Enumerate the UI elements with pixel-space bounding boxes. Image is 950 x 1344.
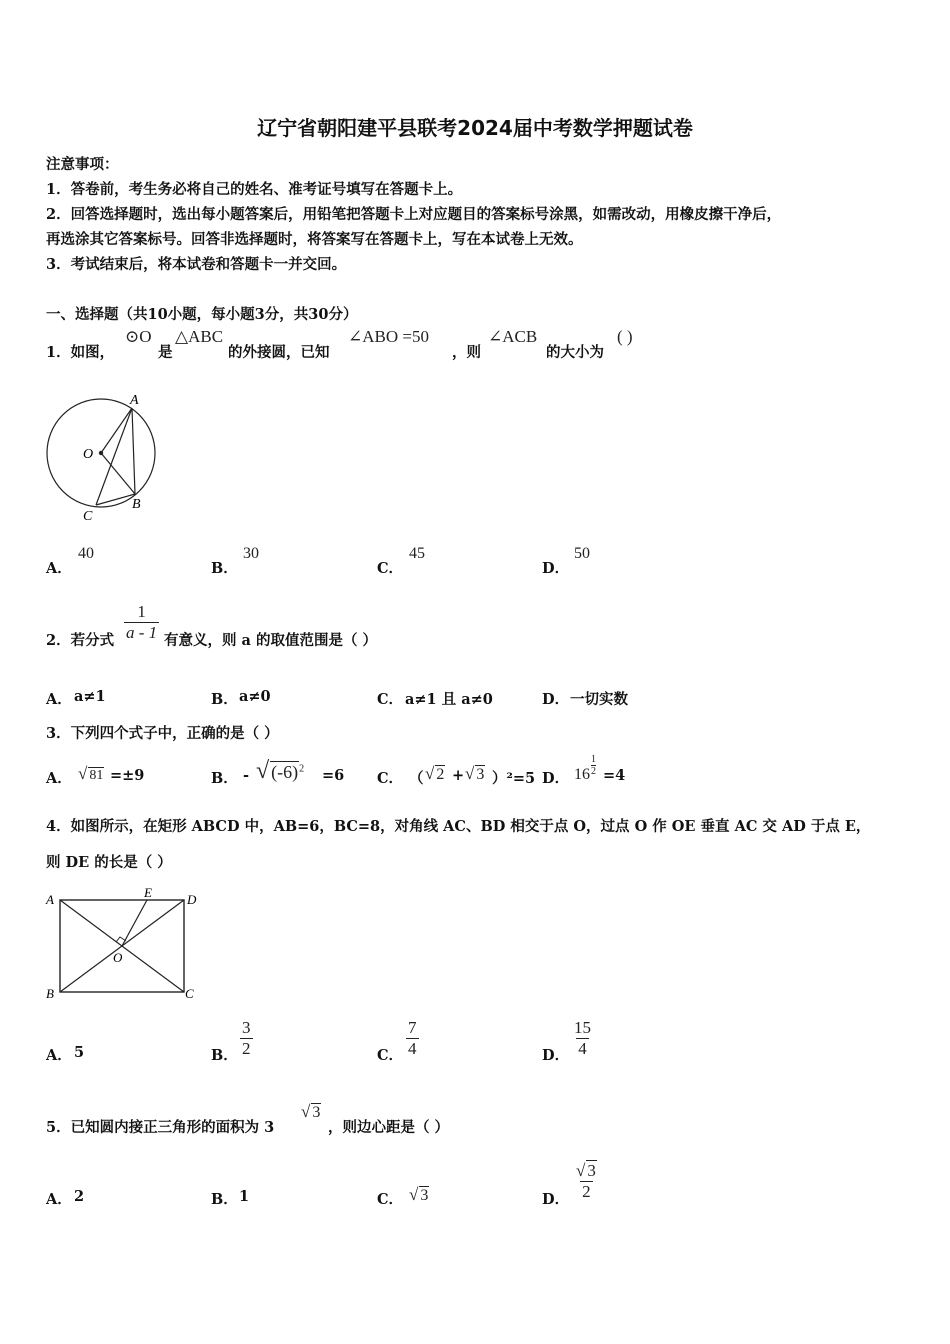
q5-option-d-label[interactable]: D． bbox=[542, 1191, 570, 1208]
q1-option-d-value: 50 bbox=[574, 545, 590, 562]
q3-d-exponent-denominator: 2 bbox=[591, 766, 596, 777]
q4-option-d-fraction bbox=[572, 1018, 593, 1059]
q1-option-a-label[interactable]: A． bbox=[46, 560, 72, 577]
q5-d-denominator: 2 bbox=[582, 1182, 591, 1201]
q1-option-b-value: 30 bbox=[243, 545, 259, 562]
q4-option-d-label[interactable]: D． bbox=[542, 1047, 570, 1064]
q2-option-c-label[interactable]: C． bbox=[377, 691, 404, 708]
q3-c-open: （ bbox=[409, 770, 424, 787]
notice-item-2b: 再选涂其它答案标号。回答非选择题时，将答案写在答题卡上，写在本试卷上无效。 bbox=[46, 231, 583, 248]
q5-option-c-sqrt: √ 3 bbox=[409, 1185, 429, 1204]
q2-fraction bbox=[124, 602, 159, 643]
q2-option-a-value: a≠1 bbox=[74, 688, 106, 705]
page-title: 辽宁省朝阳建平县联考2024届中考数学押题试卷 bbox=[257, 116, 693, 140]
q5-d-numerator: √ 3 bbox=[576, 1161, 596, 1180]
q1-option-a-value: 40 bbox=[78, 545, 94, 562]
q3-a-rest: =±9 bbox=[110, 767, 145, 784]
q1-option-d-label[interactable]: D． bbox=[542, 560, 570, 577]
q2-option-b-label[interactable]: B． bbox=[211, 691, 238, 708]
q1-angle-abo: ∠ABO =50 bbox=[348, 327, 429, 346]
q4-b-numerator: 3 bbox=[242, 1018, 251, 1037]
q1-paren: ( ) bbox=[617, 327, 633, 346]
q2-option-d-label[interactable]: D． bbox=[542, 691, 570, 708]
notice-item-2a: 2．回答选择题时，选出每小题答案后，用铅笔把答题卡上对应题目的答案标号涂黑，如需改动，用橡皮擦干净后， bbox=[46, 206, 782, 223]
q5-radicand: 3 bbox=[312, 1104, 321, 1121]
q3-c-plus: + bbox=[452, 767, 465, 784]
notice-heading: 注意事项： bbox=[46, 156, 119, 173]
q5-c-radicand: 3 bbox=[420, 1187, 429, 1204]
q5-option-a-label[interactable]: A． bbox=[46, 1191, 72, 1208]
q1-mid-text: 的外接圆，已知 bbox=[228, 344, 330, 361]
q1-circle-symbol: ⊙O bbox=[125, 327, 152, 346]
q3-d-exponent-numerator: 1 bbox=[591, 754, 596, 765]
q5-sqrt: √ 3 bbox=[301, 1102, 321, 1121]
q3-b-rest: =6 bbox=[322, 767, 345, 784]
q3-option-a-label[interactable]: A． bbox=[46, 770, 72, 787]
q4-fig-label-b: B bbox=[46, 986, 54, 1001]
q5-prefix: 5．已知圆内接正三角形的面积为 3 bbox=[46, 1119, 275, 1136]
q4-fig-label-a: A bbox=[46, 892, 54, 907]
q4-fig-label-c: C bbox=[185, 986, 194, 1001]
q2-option-a-label[interactable]: A． bbox=[46, 691, 72, 708]
q3-c-radicand-1: 2 bbox=[436, 766, 445, 783]
q4-c-numerator: 7 bbox=[408, 1018, 417, 1037]
notice-item-3: 3．考试结束后，将本试卷和答题卡一并交回。 bbox=[46, 256, 347, 273]
q5-option-a-value: 2 bbox=[74, 1188, 85, 1205]
q3-a-radicand: 81 bbox=[89, 768, 104, 783]
q3-b-minus: - bbox=[243, 767, 250, 784]
q3-b-radicand: (-6) bbox=[271, 762, 299, 782]
q1-fig-label-c: C bbox=[83, 509, 93, 524]
q5-d-radicand: 3 bbox=[587, 1161, 596, 1180]
q3-b-exponent: 2 bbox=[299, 763, 305, 775]
q4-fig-label-d: D bbox=[187, 892, 197, 907]
section-heading: 一、选择题（共10小题，每小题3分，共30分） bbox=[46, 306, 358, 323]
q1-suffix: 的大小为 bbox=[546, 344, 604, 361]
q3-c-radicand-2: 3 bbox=[476, 766, 485, 783]
q4-option-a-value: 5 bbox=[74, 1044, 85, 1061]
q3-option-d-label[interactable]: D． bbox=[542, 770, 570, 787]
q4-d-numerator: 15 bbox=[574, 1018, 591, 1037]
q5-option-d-fraction bbox=[574, 1160, 599, 1202]
q4-option-a-label[interactable]: A． bbox=[46, 1047, 72, 1064]
q1-then: ，则 bbox=[452, 344, 481, 361]
q3-option-c-label[interactable]: C． bbox=[377, 770, 404, 787]
q1-is: 是 bbox=[158, 344, 173, 361]
q2-fraction-numerator: 1 bbox=[137, 602, 146, 621]
q5-option-c-label[interactable]: C． bbox=[377, 1191, 404, 1208]
q3-d-base: 16 bbox=[574, 766, 590, 783]
q4-rectangle-figure bbox=[42, 882, 207, 1004]
q5-option-b-label[interactable]: B． bbox=[211, 1191, 238, 1208]
q3-option-b-expr: √ $(-6)^2$ bbox=[256, 758, 305, 784]
q2-option-d-value: 一切实数 bbox=[570, 691, 628, 708]
q5-suffix: ，则边心距是（ ） bbox=[328, 1119, 450, 1136]
q4-c-denominator: 4 bbox=[408, 1039, 417, 1058]
q4-option-c-label[interactable]: C． bbox=[377, 1047, 404, 1064]
q3-stem: 3．下列四个式子中，正确的是（ ） bbox=[46, 725, 279, 742]
q4-d-denominator: 4 bbox=[578, 1039, 587, 1058]
q4-b-denominator: 2 bbox=[242, 1039, 251, 1058]
q1-option-c-label[interactable]: C． bbox=[377, 560, 404, 577]
q1-angle-acb: ∠ACB bbox=[488, 327, 538, 346]
q2-prefix: 2．若分式 bbox=[46, 632, 115, 649]
q1-option-c-value: 45 bbox=[409, 545, 425, 562]
q4-option-b-label[interactable]: B． bbox=[211, 1047, 238, 1064]
q4-option-b-fraction bbox=[240, 1018, 253, 1059]
q1-triangle: △ABC bbox=[175, 327, 224, 346]
q2-suffix: 有意义，则 a 的取值范围是（ ） bbox=[164, 632, 378, 649]
q3-d-rest: =4 bbox=[603, 767, 626, 784]
q4-fig-label-o: O bbox=[113, 950, 123, 965]
q1-option-b-label[interactable]: B． bbox=[211, 560, 238, 577]
q3-d-exponent bbox=[591, 754, 596, 777]
q4-stem-line-2: 则 DE 的长是（ ） bbox=[46, 854, 172, 871]
q3-c-rest: ）²=5 bbox=[492, 770, 536, 787]
q1-circle-figure bbox=[40, 388, 170, 524]
q1-fig-label-a: A bbox=[130, 393, 139, 408]
q3-c-sqrt2: √ 2 bbox=[425, 764, 445, 783]
q3-c-sqrt3: √ 3 bbox=[465, 764, 485, 783]
q1-fig-label-o: O bbox=[83, 447, 94, 462]
notice-item-1: 1．答卷前，考生务必将自己的姓名、准考证号填写在答题卡上。 bbox=[46, 181, 463, 198]
q1-prefix: 1．如图， bbox=[46, 344, 115, 361]
q5-option-b-value: 1 bbox=[239, 1188, 250, 1205]
q2-fraction-denominator: a - 1 bbox=[126, 623, 158, 642]
q2-option-c-value: a≠1 且 a≠0 bbox=[405, 691, 493, 708]
q4-option-c-fraction bbox=[406, 1018, 419, 1059]
q2-option-b-value: a≠0 bbox=[239, 688, 271, 705]
q3-option-b-label[interactable]: B． bbox=[211, 770, 238, 787]
q4-fig-label-e: E bbox=[144, 885, 152, 900]
q3-option-a-expr: √ 81 bbox=[78, 764, 104, 783]
q4-stem-line-1: 4．如图所示，在矩形 ABCD 中，AB=6，BC=8，对角线 AC、BD 相交于点 O，过点 O 作 OE 垂直 AC 交 AD 于点 E， bbox=[46, 818, 871, 835]
q1-fig-label-b: B bbox=[132, 497, 141, 512]
